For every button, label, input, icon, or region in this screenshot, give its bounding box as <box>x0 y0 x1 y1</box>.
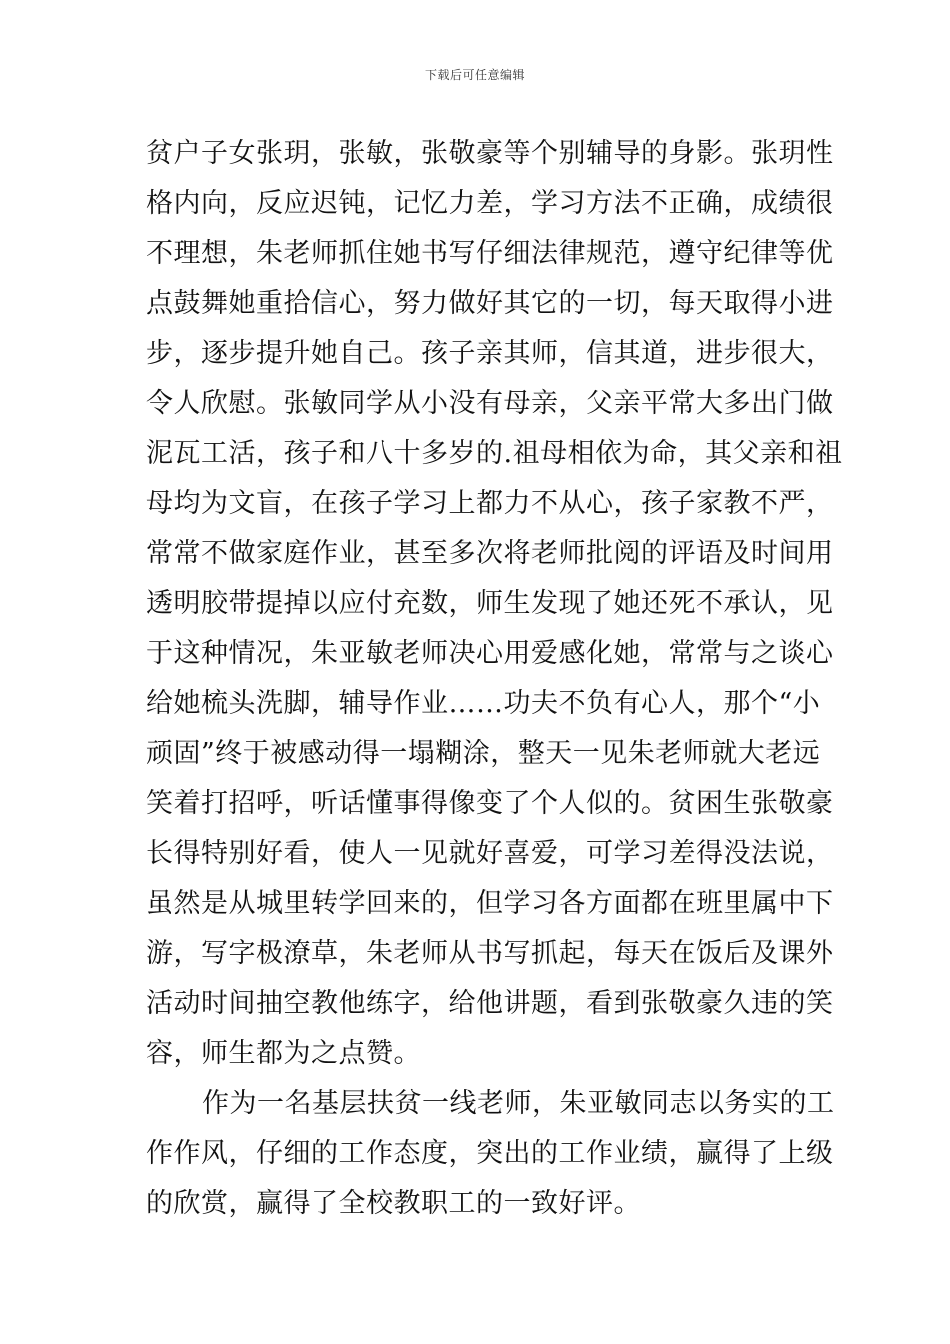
text-line: 活动时间抽空教他练字，给他讲题，看到张敬豪久违的笑 <box>146 988 834 1019</box>
text-line: 母均为文盲，在孩子学习上都力不从心，孩子家教不严， <box>146 488 834 519</box>
text-line: 作作风，仔细的工作态度，突出的工作业绩，赢得了上级 <box>146 1138 834 1169</box>
text-line: 给她梳头洗脚，辅导作业……功夫不负有心人，那个“小 <box>146 688 821 719</box>
text-line: 点鼓舞她重拾信心，努力做好其它的一切，每天取得小进 <box>146 288 834 319</box>
text-line: 步，逐步提升她自己。孩子亲其师，信其道，进步很大， <box>146 338 834 369</box>
text-line: 泥瓦工活，孩子和八十多岁的.祖母相依为命，其父亲和祖 <box>146 438 843 469</box>
text-line: 格内向，反应迟钝，记忆力差，学习方法不正确，成绩很 <box>146 188 834 219</box>
text-line: 游，写字极潦草，朱老师从书写抓起，每天在饭后及课外 <box>146 938 834 969</box>
text-line: 长得特别好看，使人一见就好喜爱，可学习差得没法说， <box>146 838 834 869</box>
text-line: 的欣赏，赢得了全校教职工的一致好评。 <box>146 1188 641 1219</box>
text-line: 令人欣慰。张敏同学从小没有母亲，父亲平常大多出门做 <box>146 388 834 419</box>
text-line: 顽固”终于被感动得一塌糊涂，整天一见朱老师就大老远 <box>146 738 821 769</box>
text-line: 常常不做家庭作业，甚至多次将老师批阅的评语及时间用 <box>146 538 834 569</box>
text-line: 作为一名基层扶贫一线老师，朱亚敏同志以务实的工 <box>202 1088 835 1119</box>
paragraph-1 <box>146 129 843 1079</box>
header-note: 下载后可任意编辑 <box>424 68 525 82</box>
document-body <box>146 129 843 1229</box>
text-line: 笑着打招呼，听话懂事得像变了个人似的。贫困生张敬豪 <box>146 788 834 819</box>
text-line: 贫户子女张玥，张敏，张敬豪等个别辅导的身影。张玥性 <box>146 138 834 169</box>
text-line: 于这种情况，朱亚敏老师决心用爱感化她，常常与之谈心 <box>146 638 834 669</box>
text-line: 容，师生都为之点赞。 <box>146 1038 421 1069</box>
paragraph-2 <box>146 1079 835 1229</box>
text-line: 虽然是从城里转学回来的，但学习各方面都在班里属中下 <box>146 888 834 919</box>
text-line: 透明胶带提掉以应付充数，师生发现了她还死不承认，见 <box>146 588 834 619</box>
text-line: 不理想，朱老师抓住她书写仔细法律规范，遵守纪律等优 <box>146 238 834 269</box>
